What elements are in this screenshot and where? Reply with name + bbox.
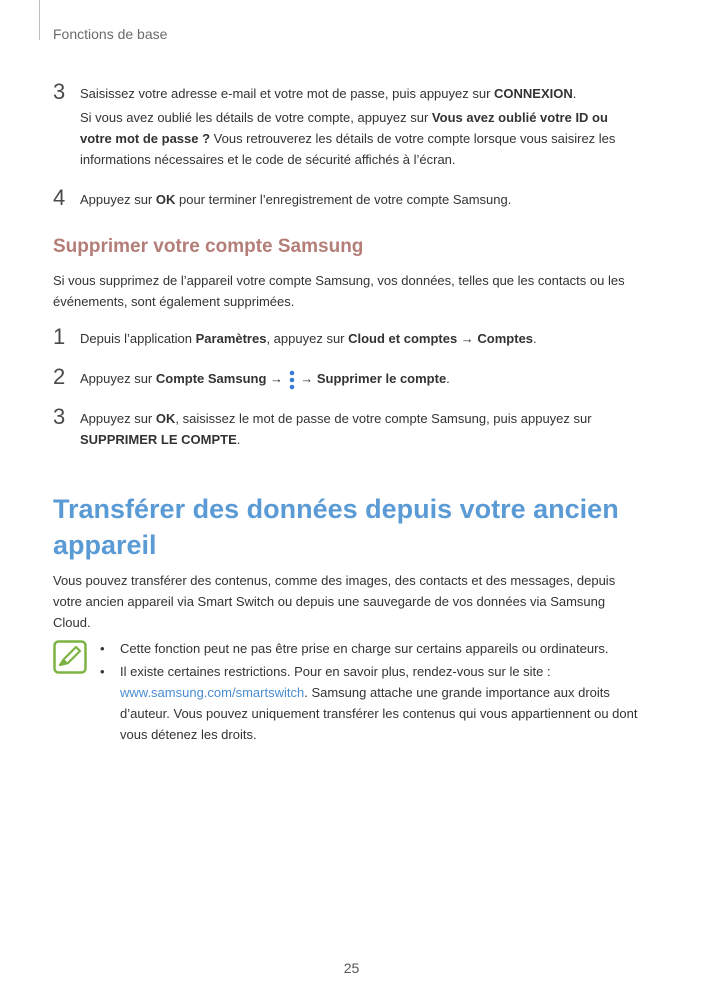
margin-rule bbox=[39, 0, 40, 40]
step-text: Depuis l’application Paramètres, appuyez sur Cloud et comptes → Comptes. bbox=[80, 331, 537, 346]
step-text: Saisissez votre adresse e-mail et votre mot de passe, puis appuyez sur CONNEXION. bbox=[80, 86, 577, 101]
bullet-mark: • bbox=[100, 641, 105, 656]
step-text: Appuyez sur OK pour terminer l’enregistrement de votre compte Samsung. bbox=[80, 192, 512, 207]
page-header: Fonctions de base bbox=[53, 26, 168, 42]
step-4-finish bbox=[53, 185, 640, 210]
step-number: 2 bbox=[53, 364, 66, 389]
note-text: Il existe certaines restrictions. Pour en savoir plus, rendez-vous sur le site : www.samsung.com/smartswitch. Samsung attache une grande importance aux droits d’auteur. Vous pouvez uniquement transférer les contenus qui vous appartiennent ou dont vous détenez les droits. bbox=[120, 664, 638, 742]
page-number: 25 bbox=[343, 960, 360, 976]
step-text: Appuyez sur OK, saisissez le mot de passe de votre compte Samsung, puis appuyez sur SUPPRIMER LE COMPTE. bbox=[80, 411, 592, 447]
section-intro-delete: Si vous supprimez de l’appareil votre compte Samsung, vos données, telles que les contacts ou les événements, sont également supprimées. bbox=[53, 273, 625, 309]
note-pencil-icon bbox=[53, 640, 87, 674]
more-options-icon bbox=[289, 369, 295, 391]
step-number: 4 bbox=[53, 185, 66, 210]
step-number: 3 bbox=[53, 79, 66, 104]
section-title-delete: Supprimer votre compte Samsung bbox=[53, 236, 364, 257]
step-text: Appuyez sur Compte Samsung → → Supprimer le compte. bbox=[80, 368, 640, 391]
note-item bbox=[100, 638, 640, 659]
step-number: 1 bbox=[53, 324, 66, 349]
delete-step-1 bbox=[53, 324, 640, 349]
note-list bbox=[100, 638, 640, 747]
delete-step-3 bbox=[53, 404, 625, 450]
step-subtext: Si vous avez oublié les détails de votre compte, appuyez sur Vous avez oublié votre ID ou votre mot de passe ? Vous retrouverez les détails de votre compte lorsque vous saisirez les informations nécessaires et le code de sécurité affichés à l’écran. bbox=[80, 110, 616, 167]
smartswitch-link[interactable]: www.samsung.com/smartswitch bbox=[120, 685, 305, 700]
bullet-mark: • bbox=[100, 664, 105, 679]
step-number: 3 bbox=[53, 404, 66, 429]
step-3-login bbox=[53, 79, 625, 170]
section-title-transfer: Transférer des données depuis votre ancien appareil bbox=[53, 494, 619, 560]
note-text: Cette fonction peut ne pas être prise en charge sur certains appareils ou ordinateurs. bbox=[120, 641, 609, 656]
delete-step-2 bbox=[53, 364, 640, 391]
note-item bbox=[100, 661, 640, 745]
section-intro-transfer: Vous pouvez transférer des contenus, comme des images, des contacts et des messages, depuis votre ancien appareil via Smart Switch ou depuis une sauvegarde de vos données via Samsung Cloud. bbox=[53, 573, 616, 630]
